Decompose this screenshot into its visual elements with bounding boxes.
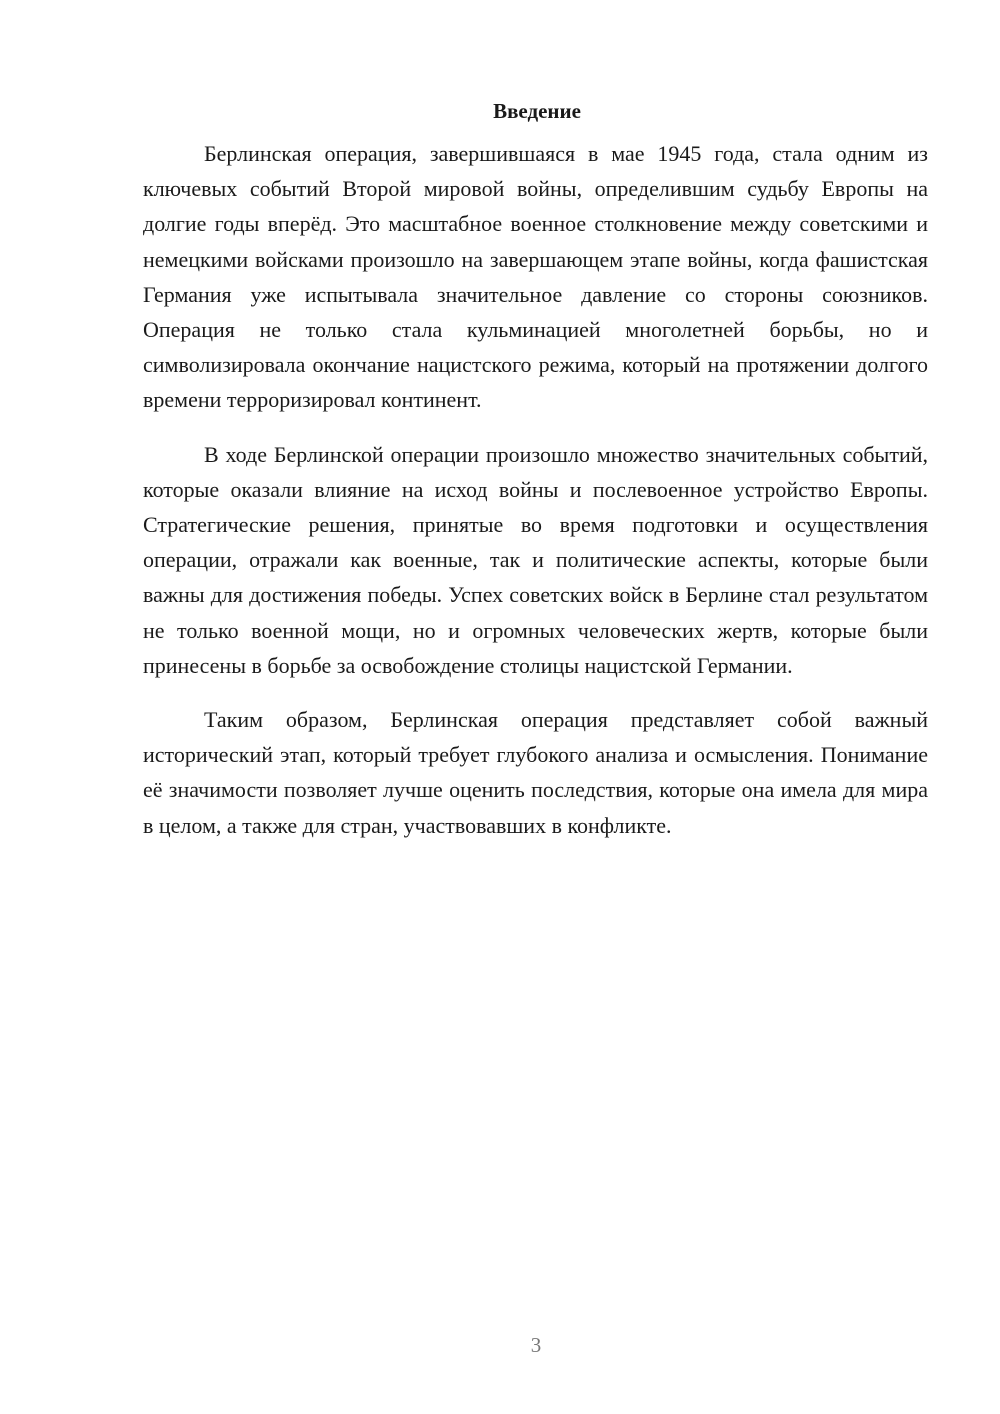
- section-heading: Введение: [493, 99, 581, 123]
- paragraph-1: Берлинская операция, завершившаяся в мае 1945 года, стала одним из ключевых событий Второй мировой войны, определившим судьбу Европы на долгие годы вперёд. Это масштабное военное столкновение между советскими и немецкими войсками произошло на завершающем этапе войны, когда фашистская Германия уже испытывала значительное давление со стороны союзников. Операция не только стала кульминацией многолетней борьбы, но и символизировала окончание нацистского режима, который на протяжении долгого времени терроризировал континент.: [143, 141, 928, 413]
- page-number: 3: [530, 1333, 542, 1357]
- paragraph-2: В ходе Берлинской операции произошло множество значительных событий, которые оказали влияние на исход войны и послевоенное устройство Европы. Стратегические решения, принятые во время подготовки и осуществления операции, отражали как военные, так и политические аспекты, которые были важны для достижения победы. Успех советских войск в Берлине стал результатом не только военной мощи, но и огромных человеческих жертв, которые были принесены в борьбе за освобождение столицы нацистской Германии.: [143, 441, 928, 678]
- paragraph-3: Таким образом, Берлинская операция представляет собой важный исторический этап, который требует глубокого анализа и осмысления. Понимание её значимости позволяет лучше оценить последствия, которые она имела для мира в целом, а также для стран, участвовавших в конфликте.: [143, 707, 928, 838]
- page-content: [143, 96, 928, 862]
